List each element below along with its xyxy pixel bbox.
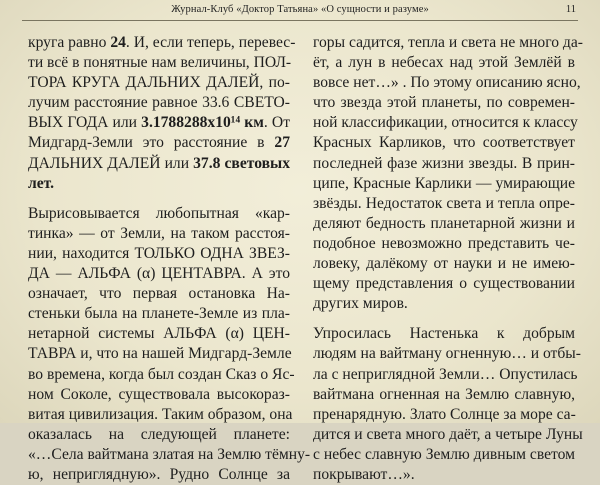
header-divider	[22, 20, 578, 21]
text-line	[313, 53, 575, 73]
text-segment: Вырисовывается любопытная «кар-	[28, 204, 290, 222]
text-segment: ёт, а лун в небесах над этой Землёй в	[313, 54, 575, 72]
text-line	[28, 304, 290, 324]
text-line	[313, 324, 575, 344]
text-segment: витая цивилизация. Таким образом, она	[28, 405, 293, 423]
text-segment: последней фазе жизни звезды. В прин-	[313, 154, 575, 172]
paragraph-gap	[313, 314, 575, 324]
text-segment: стеньки была на планете-Земле из пла-	[28, 305, 290, 323]
text-line	[313, 73, 581, 93]
text-segment: дится и света много даёт, а четыре Луны	[313, 425, 583, 443]
left-text-column	[28, 33, 311, 485]
text-line	[28, 365, 295, 385]
text-segment: ципе, Красные Карлики — умирающие	[313, 174, 575, 192]
text-segment: пренарядную. Злато Солнце за море са-	[313, 405, 576, 423]
text-segment: других миров.	[313, 295, 408, 313]
text-segment: Мидгард-Земли это расстояние в	[28, 134, 275, 152]
text-line	[28, 344, 290, 364]
text-segment: ном Соколе, существовала высокораз-	[28, 385, 290, 403]
text-segment: людям на вайтману огненную… и отбы-	[313, 345, 581, 363]
text-line	[313, 274, 575, 294]
text-line	[313, 405, 575, 425]
text-line	[313, 154, 575, 174]
text-segment: с небес славную Землю дивным светом	[313, 445, 575, 463]
text-line	[28, 405, 293, 425]
text-segment: покрывают…».	[313, 465, 415, 483]
paragraph-gap	[28, 194, 290, 204]
text-segment: круга равно	[28, 34, 111, 51]
text-segment: . И, если теперь, перевес-	[125, 34, 296, 51]
text-line	[313, 365, 578, 385]
text-line	[313, 33, 583, 53]
text-line	[28, 284, 290, 304]
text-segment: что звезда этой планеты, по современ-	[313, 94, 575, 112]
text-line	[28, 385, 290, 405]
text-segment: деляют бедность планетарной жизни и	[313, 214, 575, 232]
text-line	[313, 465, 575, 485]
text-segment: во времена, когда был создан Сказ о Яс-	[28, 365, 295, 383]
text-segment: нии, находится ТОЛЬКО ОДНА ЗВЕЗ-	[28, 244, 290, 262]
text-segment: ла с неприглядной Земли… Опустилась	[313, 365, 578, 383]
text-line	[313, 113, 578, 133]
text-line	[28, 154, 290, 174]
text-segment: вовсе нет…» . По этому описанию ясно,	[313, 74, 581, 92]
text-segment: ДАЛЬНИХ ДАЛЕЙ или	[28, 154, 194, 172]
text-segment: лучим расстояние равное 33.6 СВЕТО-	[28, 94, 290, 112]
text-line	[28, 133, 290, 153]
text-line	[313, 425, 583, 445]
text-segment: Упросилась Настенька к добрым	[313, 325, 575, 343]
text-segment: звёзды. Недостаток света и тепла опре-	[313, 194, 575, 212]
text-segment: подобное невозможно представить че-	[313, 234, 575, 252]
text-line	[28, 73, 290, 93]
text-segment: ти всё в понятные нам величины, ПОЛ-	[28, 54, 292, 72]
text-line	[28, 264, 290, 284]
text-segment: нетарной системы АЛЬФА (α) ЦЕН-	[28, 325, 290, 343]
bold-text-segment: 3.1788288х10¹⁴ км	[141, 114, 264, 132]
text-line	[28, 93, 290, 113]
header-title: Журнал-Клуб «Доктор Татьяна» «О сущности и разуме»	[171, 4, 429, 15]
text-line	[313, 254, 575, 274]
text-line	[28, 174, 290, 194]
text-line	[28, 445, 311, 465]
text-line	[313, 344, 581, 364]
text-line	[28, 224, 290, 244]
page-header	[0, 4, 600, 20]
text-line	[28, 33, 296, 53]
text-line	[313, 174, 575, 194]
bold-text-segment: лет.	[28, 174, 55, 192]
text-segment: . От	[263, 114, 291, 132]
text-segment: ловеку, далёкому от науки и не имею-	[313, 255, 575, 273]
text-segment: ДА — АЛЬФА (α) ЦЕНТАВРА. А это	[28, 265, 290, 283]
text-segment: тинка» — от Земли, на таком расстоя-	[28, 224, 290, 242]
text-segment: ТОРА КРУГА ДАЛЬНИХ ДАЛЕЙ, по-	[28, 74, 290, 92]
text-segment: Красных Карликов, что соответствует	[313, 134, 575, 152]
text-line	[313, 194, 575, 214]
text-segment: ТАВРА и, что на нашей Мидгард-Земле	[28, 345, 292, 363]
text-segment: щему представления о существовании	[313, 275, 575, 293]
text-line	[28, 324, 290, 344]
text-line	[28, 244, 290, 264]
text-line	[313, 445, 575, 465]
text-line	[313, 214, 575, 234]
text-line	[28, 53, 290, 73]
text-line	[28, 465, 290, 485]
text-line	[313, 385, 575, 405]
right-text-column	[313, 33, 583, 485]
text-line	[313, 93, 575, 113]
text-segment: ной классификации, относится к классу	[313, 114, 578, 132]
text-segment: оказалась на следующей планете:	[28, 425, 290, 443]
text-segment: ВЫХ ГОДА или	[28, 114, 142, 132]
text-line	[313, 234, 575, 254]
text-segment: горы садится, тепла и света не много да-	[313, 34, 583, 51]
bold-text-segment: 27	[274, 134, 290, 152]
bold-text-segment: 37.8 световых	[193, 154, 290, 172]
text-line	[313, 294, 575, 314]
text-segment: вайтмана огненная на Землю славную,	[313, 385, 575, 403]
text-line	[313, 133, 575, 153]
text-segment: означает, что первая остановка На-	[28, 285, 290, 303]
page-number: 11	[565, 4, 576, 15]
text-line	[28, 425, 290, 445]
text-line	[28, 113, 290, 133]
text-line	[28, 204, 290, 224]
text-segment: «…Села вайтмана златая на Землю тёмну-	[28, 445, 311, 463]
text-segment: ю, неприглядную». Рудно Солнце за	[28, 465, 290, 483]
bold-text-segment: 24	[110, 34, 126, 51]
